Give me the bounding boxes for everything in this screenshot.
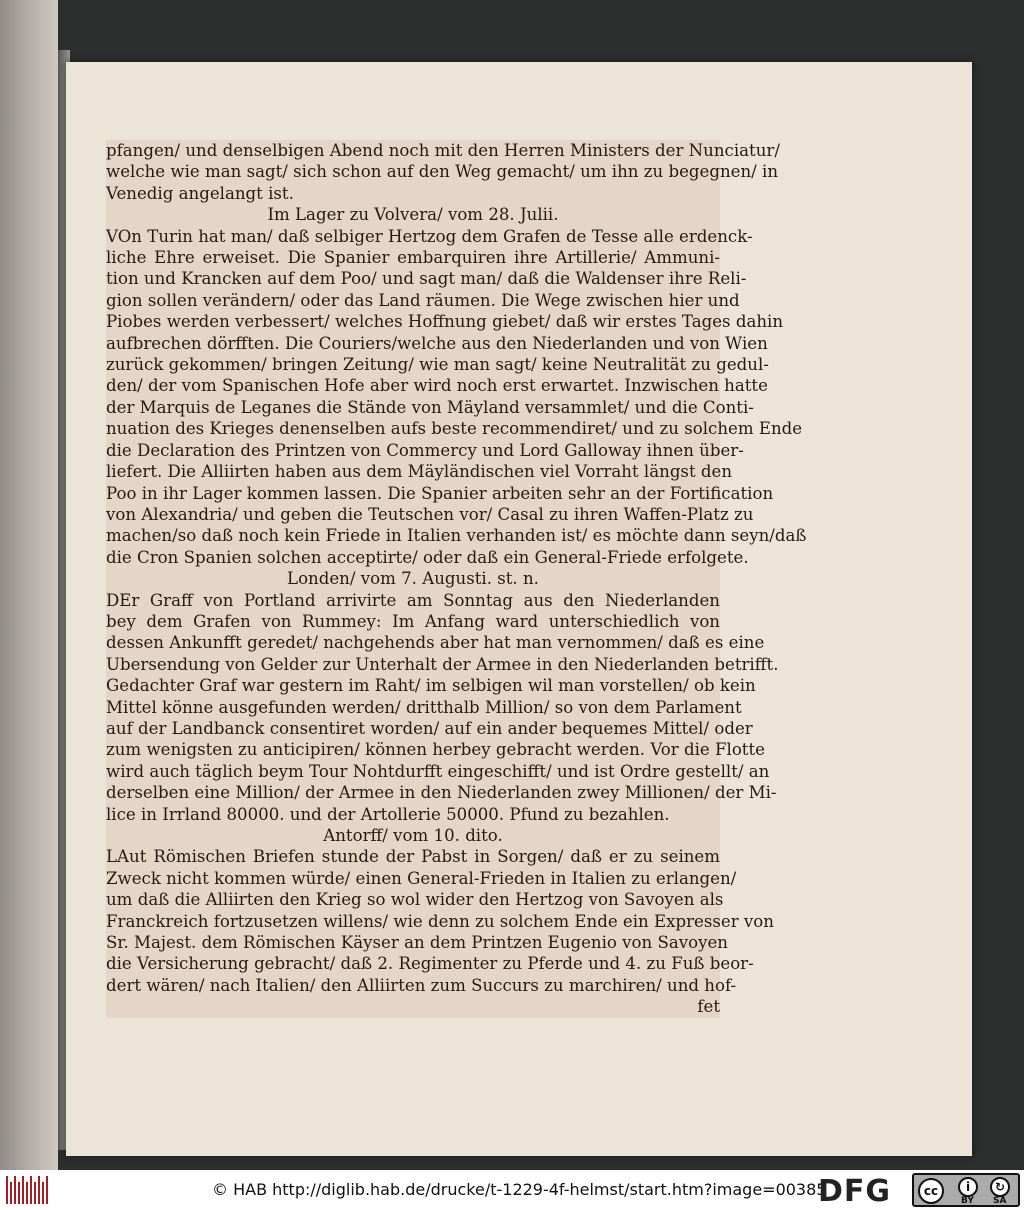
text-line: Gedachter Graf war gestern im Raht/ im selbigen wil man vorstellen/ ob kein bbox=[106, 676, 756, 696]
text-line: lice in Irrland 80000. und der Artollerie 50000. Pfund zu bezahlen. bbox=[106, 804, 670, 824]
cc-license-badge[interactable] bbox=[912, 1173, 1020, 1207]
text-line: Mittel könne ausgefunden werden/ dritthalb Million/ so von dem Parlament bbox=[106, 697, 742, 717]
section-heading: Antorff/ vom 10. dito. bbox=[323, 826, 503, 845]
catchword: fet bbox=[697, 997, 720, 1017]
text-line: LAut Römischen Briefen stunde der Pabst in Sorgen/ daß er zu seinem bbox=[106, 847, 720, 867]
text-line: zum wenigsten zu anticipiren/ können herbey gebracht werden. Vor die Flotte bbox=[106, 740, 765, 760]
cc-icon: cc bbox=[918, 1178, 944, 1204]
text-line: zurück gekommen/ bringen Zeitung/ wie man sagt/ keine Neutralität zu gedul- bbox=[106, 355, 769, 375]
text-line: Ubersendung von Gelder zur Unterhalt der Armee in den Niederlanden betrifft. bbox=[106, 654, 779, 674]
text-line: der Marquis de Leganes die Stände von Mäyland versammlet/ und die Conti- bbox=[106, 397, 754, 417]
text-line: Zweck nicht kommen würde/ einen General-Frieden in Italien zu erlangen/ bbox=[106, 868, 737, 888]
text-line: gion sollen verändern/ oder das Land räumen. Die Wege zwischen hier und bbox=[106, 290, 740, 310]
text-line: den/ der vom Spanischen Hofe aber wird noch erst erwartet. Inzwischen hatte bbox=[106, 376, 768, 396]
hab-logo-icon[interactable] bbox=[6, 1176, 48, 1204]
text-line: Sr. Majest. dem Römischen Käyser an dem Printzen Eugenio von Savoyen bbox=[106, 933, 728, 953]
text-line: wird auch täglich beym Tour Nohtdurfft eingeschifft/ und ist Ordre gestellt/ an bbox=[106, 761, 770, 781]
section-heading: Londen/ vom 7. Augusti. st. n. bbox=[287, 569, 539, 589]
dfg-logo[interactable]: DFG bbox=[818, 1174, 892, 1209]
text-line: um daß die Alliirten den Krieg so wol wider den Hertzog von Savoyen als bbox=[106, 890, 724, 910]
text-line: liefert. Die Alliirten haben aus dem Mäyländischen viel Vorraht längst den bbox=[106, 462, 733, 482]
text-line: Franckreich fortzusetzen willens/ wie denn zu solchem Ende ein Expresser von bbox=[106, 911, 774, 931]
text-line: derselben eine Million/ der Armee in den Niederlanden zwey Millionen/ der Mi- bbox=[106, 783, 777, 803]
text-line: auf der Landbanck consentiret worden/ auf ein ander bequemes Mittel/ oder bbox=[106, 718, 753, 738]
text-line: bey dem Grafen von Rummey: Im Anfang ward unterschiedlich von bbox=[106, 611, 720, 631]
attribution-icon: i bbox=[958, 1177, 978, 1197]
previous-page-edge bbox=[0, 0, 58, 1170]
share-alike-icon: ↻ bbox=[990, 1177, 1010, 1197]
text-line: liche Ehre erweiset. Die Spanier embarquiren ihre Artillerie/ Ammuni- bbox=[106, 248, 720, 268]
text-line: VOn Turin hat man/ daß selbiger Hertzog dem Grafen de Tesse alle erdenck- bbox=[106, 226, 753, 246]
text-line: tion und Krancken auf dem Poo/ und sagt man/ daß die Waldenser ihre Reli- bbox=[106, 269, 747, 289]
section-heading: Im Lager zu Volvera/ vom 28. Julii. bbox=[267, 205, 559, 225]
text-line: Piobes werden verbessert/ welches Hoffnung giebet/ daß wir erstes Tages dahin bbox=[106, 312, 784, 332]
viewer-footer bbox=[0, 1170, 1024, 1210]
text-line: Venedig angelangt ist. bbox=[106, 183, 294, 203]
text-line: pfangen/ und denselbigen Abend noch mit den Herren Ministers der Nunciatur/ bbox=[106, 141, 780, 160]
text-line: machen/so daß noch kein Friede in Italien verhanden ist/ es möchte dann seyn/daß bbox=[106, 526, 807, 546]
text-line: die Cron Spanien solchen acceptirte/ oder daß ein General-Friede erfolgete. bbox=[106, 547, 749, 567]
text-line: dessen Ankunfft geredet/ nachgehends aber hat man vernommen/ daß es eine bbox=[106, 633, 765, 653]
text-line: DEr Graff von Portland arrivirte am Sonntag aus den Niederlanden bbox=[106, 590, 720, 610]
copyright-link[interactable]: © HAB http://diglib.hab.de/drucke/t-1229-4f-helmst/start.htm?image=00385 bbox=[212, 1180, 827, 1199]
text-line: dert wären/ nach Italien/ den Alliirten zum Succurs zu marchiren/ und hof- bbox=[106, 975, 737, 995]
text-line: aufbrechen dörfften. Die Couriers/welche aus den Niederlanden und von Wien bbox=[106, 333, 768, 353]
text-line: die Declaration des Printzen von Commercy und Lord Galloway ihnen über- bbox=[106, 440, 744, 460]
text-line: von Alexandria/ und geben die Teutschen vor/ Casal zu ihren Waffen-Platz zu bbox=[106, 504, 754, 524]
page-text bbox=[106, 140, 807, 1018]
text-line: Poo in ihr Lager kommen lassen. Die Spanier arbeiten sehr an der Fortification bbox=[106, 483, 774, 503]
cc-sa-label: SA bbox=[993, 1196, 1007, 1206]
cc-by-label: BY bbox=[961, 1196, 974, 1206]
text-line: nuation des Krieges denenselben aufs beste recommendiret/ und zu solchem Ende bbox=[106, 419, 803, 439]
text-line: die Versicherung gebracht/ daß 2. Regimenter zu Pferde und 4. zu Fuß beor- bbox=[106, 954, 754, 974]
text-line: welche wie man sagt/ sich schon auf den Weg gemacht/ um ihn zu begegnen/ in bbox=[106, 162, 779, 182]
book-page bbox=[66, 62, 972, 1156]
